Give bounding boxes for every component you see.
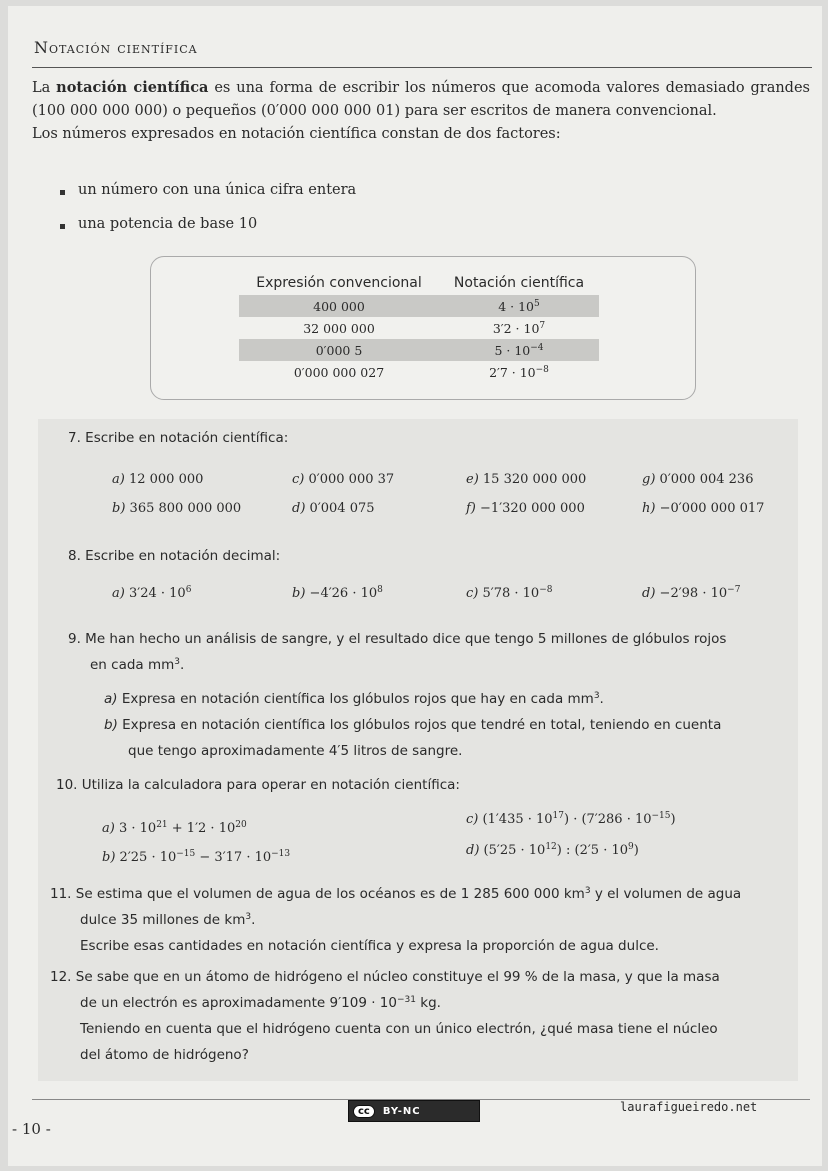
cell-scientific bbox=[439, 321, 599, 336]
cell-conventional: 400 000 bbox=[313, 298, 365, 314]
ex7-item-e bbox=[466, 472, 586, 487]
table-header bbox=[239, 271, 599, 295]
part: (1′435 · 10 bbox=[482, 812, 553, 827]
table-row bbox=[239, 295, 599, 317]
item-base: 5′78 · 10 bbox=[482, 586, 540, 601]
ex9-line2-exp: 3 bbox=[174, 657, 181, 667]
ex11-line1-text: 11. Se estima que el volumen de agua de los océanos es de 1 285 600 000 km bbox=[50, 886, 585, 902]
cell-scientific bbox=[439, 299, 599, 314]
ex8-item-c bbox=[466, 586, 553, 601]
example-table bbox=[239, 271, 599, 383]
part: ) bbox=[633, 843, 639, 858]
ex8-item-b bbox=[292, 586, 383, 601]
item-value: 0′000 000 37 bbox=[308, 472, 395, 487]
ex11-line2-exp: 3 bbox=[245, 912, 252, 922]
part: ) · (7′286 · 10 bbox=[564, 812, 652, 827]
exp: 21 bbox=[156, 820, 168, 830]
part: + 1′2 · 10 bbox=[167, 821, 236, 836]
bullet-item: un número con una única cifra entera bbox=[58, 182, 356, 216]
part: 3 · 10 bbox=[118, 821, 157, 836]
ex7-item-b bbox=[112, 501, 241, 516]
sci-exp: 5 bbox=[534, 298, 540, 309]
item-letter: f) bbox=[466, 501, 476, 516]
exp: 20 bbox=[235, 820, 247, 830]
cell-scientific bbox=[439, 343, 599, 358]
ex7-item-c bbox=[292, 472, 394, 487]
item-letter: c) bbox=[292, 472, 305, 487]
ex10-item-a bbox=[102, 821, 247, 836]
exercise-9 bbox=[68, 626, 788, 678]
exp: −15 bbox=[176, 849, 196, 859]
item-exp: −7 bbox=[727, 585, 741, 595]
ex7-item-f bbox=[466, 501, 585, 516]
ex11-line1-exp: 3 bbox=[584, 886, 591, 896]
ex9-b-line2: que tengo aproximadamente 4′5 litros de sangre. bbox=[128, 743, 463, 759]
item-base: −4′26 · 10 bbox=[309, 586, 378, 601]
part: − 3′17 · 10 bbox=[195, 850, 272, 865]
sci-exp: 7 bbox=[539, 320, 546, 331]
sci-base: 5 · 10 bbox=[494, 342, 531, 358]
ex11-line2: dulce 35 millones de $km^3$. bbox=[80, 912, 256, 928]
item-exp: 6 bbox=[185, 585, 192, 595]
table-row bbox=[239, 339, 599, 361]
exercise-11 bbox=[50, 881, 790, 959]
page bbox=[8, 6, 822, 1166]
ex11-line2-text: dulce 35 millones de km bbox=[80, 912, 246, 928]
intro-text bbox=[32, 76, 810, 146]
ex12-line2 bbox=[50, 990, 790, 1016]
exercise-7-label: 7. Escribe en notación científica: bbox=[68, 430, 289, 446]
site-url: laurafigueiredo.net bbox=[620, 1100, 758, 1114]
ex7-item-g bbox=[642, 472, 753, 487]
header-scientific: Notación científica bbox=[453, 275, 585, 291]
ex11-line1 bbox=[50, 881, 790, 907]
item-letter: d) bbox=[642, 586, 656, 601]
ex12-line4: del átomo de hidrógeno? bbox=[80, 1047, 249, 1063]
ex11-line3: Escribe esas cantidades en notación científica y expresa la proporción de agua dulce. bbox=[80, 938, 659, 954]
ex12-line1: 12. Se sabe que en un átomo de hidrógeno el núcleo constituye el 99 % de la masa, y que la masa bbox=[50, 969, 720, 985]
sci-exp: −4 bbox=[530, 342, 544, 353]
ex9-b-line1 bbox=[104, 712, 794, 738]
item-letter: a) bbox=[104, 691, 118, 707]
license-label: BY-NC bbox=[382, 1105, 421, 1117]
page-title: Notación científica bbox=[34, 38, 198, 57]
title-divider bbox=[32, 67, 812, 68]
intro-paragraph-1 bbox=[32, 76, 810, 123]
item-value: 0′004 075 bbox=[309, 501, 375, 516]
exercise-10-label: 10. Utiliza la calculadora para operar en notación científica: bbox=[56, 777, 460, 793]
item-base: −2′98 · 10 bbox=[659, 586, 728, 601]
ex12-line2-after: kg. bbox=[415, 995, 441, 1011]
ex11-line1-after: y el volumen de agua bbox=[590, 886, 742, 902]
item-value: 365 800 000 000 bbox=[129, 501, 242, 516]
sci-base: 4 · 10 bbox=[498, 298, 535, 314]
ex9-item-a: a) Expresa en notación científica los glóbulos rojos que hay en cada $mm^3$. bbox=[104, 691, 604, 707]
exp: −15 bbox=[651, 811, 671, 821]
ex8-item-d bbox=[642, 586, 740, 601]
intro-p1-after: es una forma de escribir los números que acomoda valores demasiado grandes (100 000 000 000) o pequeños (0′000 000 000 01) para ser escritos de manera convencional. bbox=[32, 80, 810, 119]
exp: 17 bbox=[552, 811, 564, 821]
exp: −13 bbox=[271, 849, 291, 859]
cc-license-badge bbox=[348, 1100, 480, 1122]
ex9-a-exp: 3 bbox=[593, 691, 600, 701]
item-value: 15 320 000 000 bbox=[482, 472, 587, 487]
item-value: 12 000 000 bbox=[128, 472, 204, 487]
part: ) bbox=[670, 812, 676, 827]
item-letter: h) bbox=[642, 501, 656, 516]
cell-conventional: 0′000 5 bbox=[315, 342, 363, 358]
item-letter: e) bbox=[466, 472, 479, 487]
item-letter: b) bbox=[104, 717, 118, 733]
item-letter: d) bbox=[292, 501, 306, 516]
item-letter: g) bbox=[642, 472, 656, 487]
item-letter: b) bbox=[292, 586, 306, 601]
item-value: −1′320 000 000 bbox=[480, 501, 585, 516]
ex10-item-c bbox=[466, 812, 676, 827]
ex10-item-b bbox=[102, 850, 290, 865]
example-table-box bbox=[150, 256, 696, 400]
table-row bbox=[239, 361, 599, 383]
ex9-line2-text: en cada mm bbox=[90, 657, 175, 673]
intro-p1-bold: notación científica bbox=[56, 79, 209, 96]
cell-conventional: 32 000 000 bbox=[303, 320, 375, 336]
item-letter: b) bbox=[102, 850, 116, 865]
exp: 12 bbox=[545, 842, 557, 852]
cc-icon: cc bbox=[353, 1105, 375, 1118]
part: (5′25 · 10 bbox=[483, 843, 546, 858]
sci-base: 2′7 · 10 bbox=[489, 364, 536, 380]
item-base: 3′24 · 10 bbox=[128, 586, 186, 601]
item-letter: b) bbox=[112, 501, 126, 516]
table-row bbox=[239, 317, 599, 339]
bullet-item: una potencia de base 10 bbox=[58, 216, 356, 250]
ex7-item-a bbox=[112, 472, 203, 487]
ex9-line1: 9. Me han hecho un análisis de sangre, y el resultado dice que tengo 5 millones de glóbulos rojos bbox=[68, 631, 727, 647]
item-value: −0′000 000 017 bbox=[659, 501, 765, 516]
ex9-item-b bbox=[104, 712, 794, 764]
item-exp: −8 bbox=[539, 585, 553, 595]
item-letter: a) bbox=[112, 586, 125, 601]
header-conventional: Expresión convencional bbox=[256, 275, 422, 291]
bullet-list bbox=[58, 182, 356, 250]
ex12-line3: Teniendo en cuenta que el hidrógeno cuenta con un único electrón, ¿qué masa tiene el núcleo bbox=[80, 1021, 718, 1037]
page-number: - 10 - bbox=[12, 1120, 51, 1138]
item-exp: 8 bbox=[377, 585, 383, 595]
cell-scientific bbox=[439, 365, 599, 380]
ex7-item-d bbox=[292, 501, 375, 516]
ex9-b-text1: Expresa en notación científica los glóbulos rojos que tendré en total, teniendo en cuenta bbox=[122, 717, 722, 733]
ex7-item-h bbox=[642, 501, 764, 516]
intro-paragraph-2: Los números expresados en notación científica constan de dos factores: bbox=[32, 126, 561, 142]
sci-base: 3′2 · 10 bbox=[492, 320, 540, 336]
exercises-panel bbox=[38, 419, 798, 1081]
intro-p1-before: La bbox=[32, 80, 57, 96]
cell-conventional: 0′000 000 027 bbox=[293, 364, 385, 380]
item-letter: a) bbox=[102, 821, 115, 836]
item-letter: c) bbox=[466, 812, 479, 827]
part: 2′25 · 10 bbox=[119, 850, 177, 865]
ex9-a-text: Expresa en notación científica los glóbulos rojos que hay en cada mm bbox=[121, 691, 594, 707]
ex9-line2: en cada $mm^3$. bbox=[90, 657, 185, 673]
ex12-line2-exp: −31 bbox=[396, 995, 416, 1005]
ex12-line2-text: de un electrón es aproximadamente 9′109 · 10 bbox=[80, 995, 397, 1011]
item-value: 0′000 004 236 bbox=[659, 472, 754, 487]
ex8-item-a bbox=[112, 586, 191, 601]
exercise-8-label: 8. Escribe en notación decimal: bbox=[68, 548, 281, 564]
sci-exp: −8 bbox=[535, 364, 549, 375]
item-letter: a) bbox=[112, 472, 125, 487]
part: ) : (2′5 · 10 bbox=[556, 843, 629, 858]
exp: 9 bbox=[628, 842, 634, 852]
ex10-item-d bbox=[466, 843, 639, 858]
item-letter: d) bbox=[466, 843, 480, 858]
item-letter: c) bbox=[466, 586, 479, 601]
exercise-12 bbox=[50, 964, 790, 1068]
